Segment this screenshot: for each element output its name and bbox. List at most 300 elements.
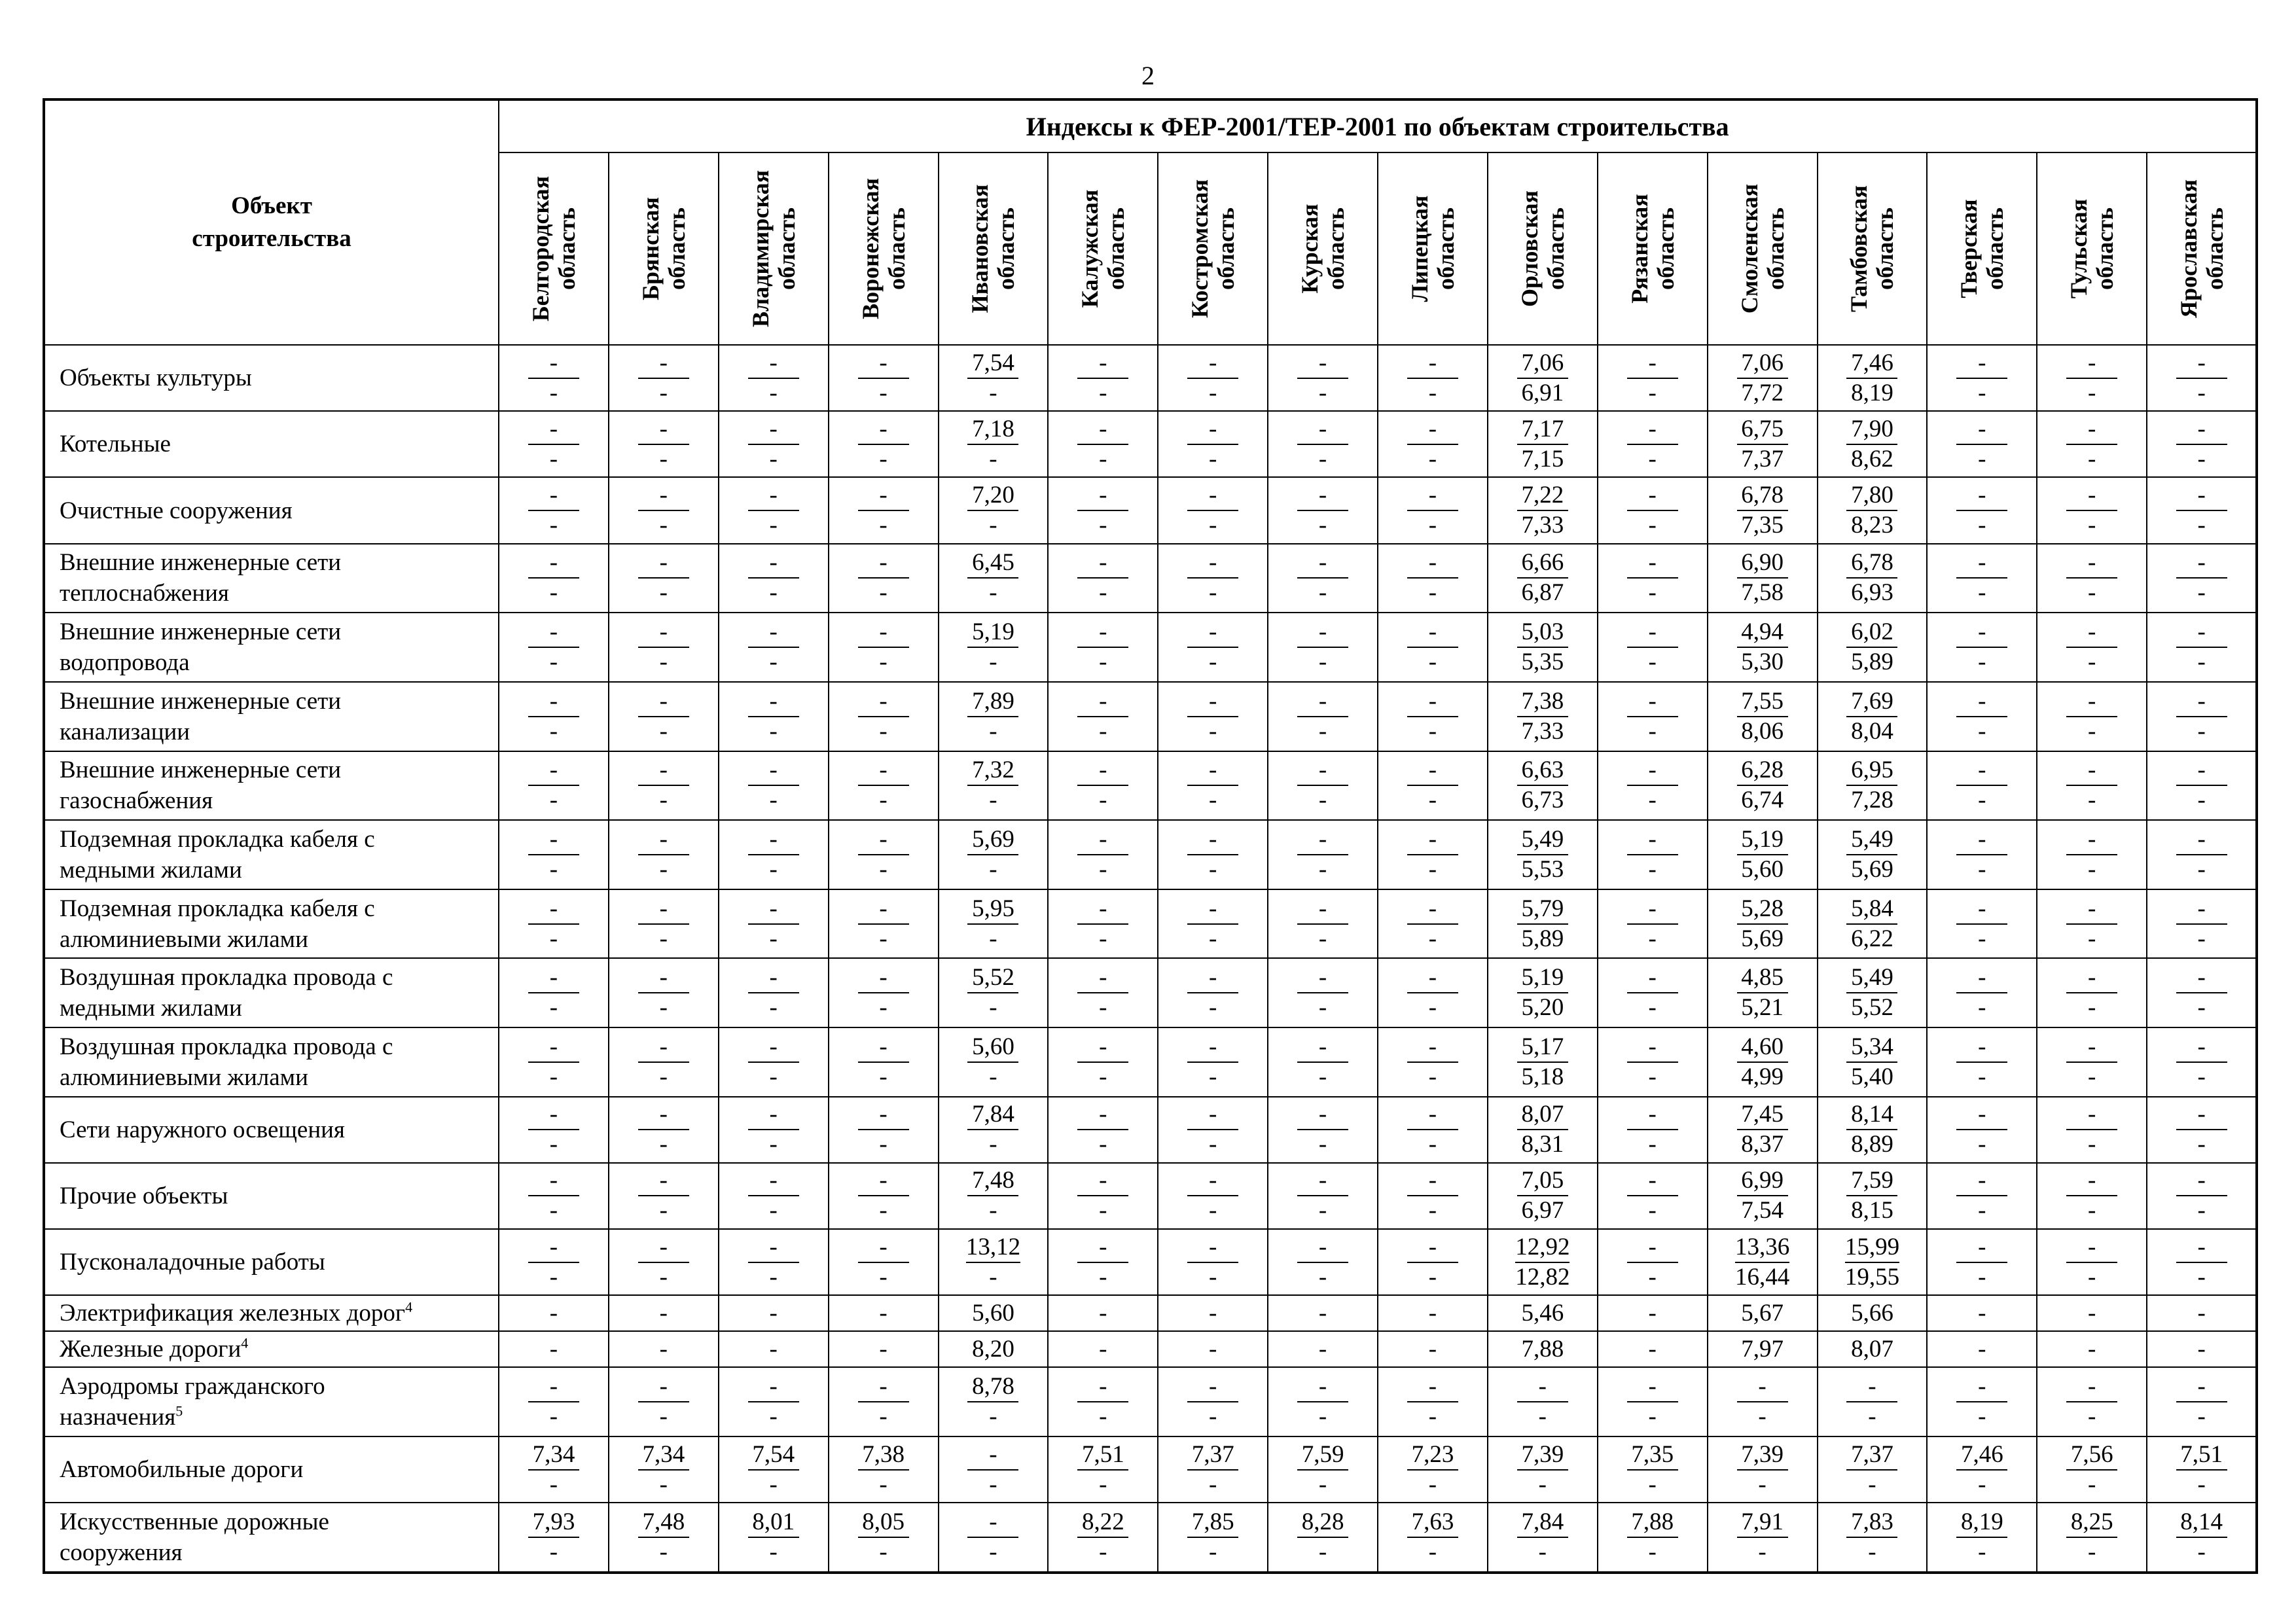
index-ter: 7,37 [1741,445,1784,473]
index-fer: - [528,548,579,579]
index-cell [1158,1229,1268,1295]
index-fer: 8,22 [1077,1508,1128,1538]
index-fer: 5,34 [1846,1033,1897,1063]
index-fer: - [1407,1233,1458,1263]
index-ter: - [1099,379,1107,406]
index-ter: - [1978,855,1986,883]
index-ter: - [1209,1471,1217,1498]
index-fer: - [1187,963,1238,993]
index-cell [2147,1503,2257,1573]
index-ter: - [549,717,558,745]
index-cell [1927,751,2037,821]
region-header-14 [1927,152,2037,345]
index-ter: - [1758,1403,1767,1431]
index-ter: - [1209,855,1217,883]
index-fer: - [1297,825,1348,855]
index-cell [1708,613,1818,682]
index-fer: 7,35 [1627,1440,1678,1471]
index-cell [1378,1436,1488,1503]
index-ter: - [1978,1403,1986,1431]
index-value: - [769,1299,778,1327]
index-ter: - [659,787,668,814]
index-fer: - [528,1166,579,1196]
index-fer: 7,80 [1846,481,1897,511]
index-cell [829,820,939,889]
index-fer: - [1627,415,1678,445]
index-fer: - [1077,687,1128,717]
index-ter: 7,15 [1521,445,1564,473]
index-fer: - [1187,481,1238,511]
index-fer: - [1077,895,1128,925]
index-cell [719,1027,829,1097]
index-cell [1488,1331,1598,1367]
index-ter: - [769,512,778,539]
index-fer: - [2066,618,2117,648]
index-cell [1598,1163,1708,1229]
index-cell [939,958,1049,1027]
index-ter: - [989,1197,997,1224]
index-fer: - [858,687,909,717]
index-fer: 7,54 [748,1440,799,1471]
index-fer: - [1407,349,1458,379]
index-cell [1158,1163,1268,1229]
index-fer: - [638,687,689,717]
index-fer: - [638,825,689,855]
index-value: - [1978,1335,1986,1363]
index-cell [1158,682,1268,751]
index-ter: 5,89 [1851,649,1893,676]
index-ter: - [2088,855,2096,883]
index-fer: - [858,618,909,648]
index-cell [829,613,939,682]
index-ter: - [1099,1063,1107,1090]
index-ter: - [2197,1403,2206,1431]
index-cell [2147,1097,2257,1163]
index-ter: - [1978,1471,1986,1498]
index-cell [1378,1097,1488,1163]
index-cell [1488,1295,1598,1331]
index-fer: - [1407,687,1458,717]
object-name: Котельные [44,411,499,477]
index-fer: - [1627,895,1678,925]
index-ter: - [1428,379,1437,406]
index-fer: 5,19 [967,618,1018,648]
index-fer: 15,99 [1845,1233,1899,1263]
index-value: - [1209,1299,1217,1327]
index-ter: - [989,579,997,607]
index-fer: 7,20 [967,481,1018,511]
index-fer: - [967,1508,1018,1538]
index-cell [1708,820,1818,889]
index-ter: - [1978,445,1986,473]
index-fer: - [2176,548,2227,579]
index-ter: 6,87 [1521,579,1564,607]
index-fer: - [528,481,579,511]
index-ter: - [1099,994,1107,1022]
index-value: - [1318,1335,1327,1363]
index-cell [1048,1331,1158,1367]
region-header-6 [1048,152,1158,345]
index-ter: - [769,787,778,814]
index-fer: 7,38 [858,1440,909,1471]
index-fer: - [1956,481,2007,511]
index-ter: - [769,1197,778,1224]
table-row [44,820,2257,889]
index-ter: 8,06 [1741,717,1784,745]
object-name: Автомобильные дороги [44,1436,499,1503]
index-ter: - [1428,855,1437,883]
index-fer: - [1407,1372,1458,1402]
index-ter: - [769,717,778,745]
index-ter: - [1318,1063,1327,1090]
index-fer: - [1956,349,2007,379]
region-header-16 [2147,152,2257,345]
index-fer: - [638,481,689,511]
region-header-3 [719,152,829,345]
index-ter: 5,21 [1741,994,1784,1022]
index-ter: - [1209,1263,1217,1291]
index-ter: - [2197,649,2206,676]
index-cell [609,1229,719,1295]
index-ter: - [989,855,997,883]
region-header-label: Ярославская область [2175,179,2228,318]
index-ter: - [659,1197,668,1224]
index-cell [1818,1295,1928,1331]
index-value: - [1428,1335,1437,1363]
index-cell [1927,477,2037,543]
index-cell [1048,345,1158,411]
index-ter: 8,15 [1851,1197,1893,1224]
index-fer: - [1297,618,1348,648]
index-ter: - [1978,1197,1986,1224]
index-cell [1158,889,1268,959]
index-ter: - [1209,579,1217,607]
index-ter: - [1868,1539,1876,1566]
index-ter: - [1648,925,1657,952]
index-ter: 8,62 [1851,445,1893,473]
index-fer: 7,46 [1956,1440,2007,1471]
index-ter: - [549,579,558,607]
index-cell [2037,1331,2147,1367]
index-ter: - [1318,717,1327,745]
index-fer: 4,60 [1737,1033,1788,1063]
index-ter: - [1978,787,1986,814]
index-ter: - [1428,445,1437,473]
index-cell [1268,345,1378,411]
index-fer: 7,84 [967,1100,1018,1130]
index-fer: - [1297,349,1348,379]
index-ter: - [1868,1471,1876,1498]
index-cell [829,1436,939,1503]
index-fer: - [1187,687,1238,717]
index-cell [499,889,609,959]
index-ter: 8,04 [1851,717,1893,745]
index-cell [609,958,719,1027]
index-ter: - [879,445,888,473]
index-cell [939,889,1049,959]
index-fer: - [1077,415,1128,445]
index-value: - [1428,1299,1437,1327]
index-value: 5,67 [1741,1299,1784,1327]
index-cell [939,1295,1049,1331]
index-fer: - [1956,825,2007,855]
index-fer: 5,69 [967,825,1018,855]
index-ter: - [1758,1539,1767,1566]
index-value: 7,97 [1741,1335,1784,1363]
index-cell [1598,1295,1708,1331]
index-fer: - [528,349,579,379]
region-header-2 [609,152,719,345]
index-fer: - [1297,548,1348,579]
index-cell [499,1367,609,1436]
index-ter: 8,19 [1851,379,1893,406]
index-fer: 7,84 [1517,1508,1568,1538]
index-fer: - [858,415,909,445]
index-cell [499,345,609,411]
index-fer: 7,91 [1737,1508,1788,1538]
index-ter: - [659,379,668,406]
index-value: - [659,1299,668,1327]
index-ter: 5,20 [1521,994,1564,1022]
index-ter: - [1648,1539,1657,1566]
index-ter: - [989,445,997,473]
index-fer: - [1407,1100,1458,1130]
index-ter: - [989,1063,997,1090]
index-cell [1158,1503,1268,1573]
index-ter: - [1758,1471,1767,1498]
index-ter: - [2088,1197,2096,1224]
index-fer: - [1077,963,1128,993]
index-cell [2037,1229,2147,1295]
page-number: 2 [1141,61,1155,90]
index-fer: - [1407,1166,1458,1196]
object-name: Железные дороги$^4$ [44,1331,499,1367]
index-ter: - [1538,1403,1547,1431]
index-cell [609,820,719,889]
index-cell [829,1367,939,1436]
region-header-9 [1378,152,1488,345]
index-fer: - [1077,825,1128,855]
index-cell [1818,613,1928,682]
index-ter: - [1648,649,1657,676]
object-name: Внешние инженерные сети водопровода [44,613,499,682]
index-ter: - [2197,994,2206,1022]
table-row [44,1295,2257,1331]
index-ter: 8,89 [1851,1131,1893,1158]
index-cell [1488,544,1598,613]
index-fer: - [1077,1166,1128,1196]
footnote-marker: 4 [405,1298,413,1315]
object-name: Искусственные дорожные сооружения [44,1503,499,1573]
index-cell [1158,1436,1268,1503]
index-cell [1927,1295,2037,1331]
index-fer: - [1627,1233,1678,1263]
index-fer: - [1187,825,1238,855]
index-fer: - [748,963,799,993]
index-value: - [1318,1299,1327,1327]
index-ter: - [1648,1403,1657,1431]
index-cell [2037,411,2147,477]
index-ter: - [1648,717,1657,745]
index-fer: 5,28 [1737,895,1788,925]
index-cell [2147,613,2257,682]
index-cell [609,1436,719,1503]
index-fer: - [638,1372,689,1402]
index-fer: 8,28 [1297,1508,1348,1538]
index-cell [1378,1503,1488,1573]
index-cell [499,1229,609,1295]
index-cell [1488,477,1598,543]
index-cell [1268,1027,1378,1097]
index-cell [2147,345,2257,411]
index-fer: - [858,1233,909,1263]
index-ter: 7,33 [1521,512,1564,539]
index-ter: - [1209,925,1217,952]
index-ter: - [659,512,668,539]
index-cell [1708,1503,1818,1573]
index-fer: 7,05 [1517,1166,1568,1196]
index-ter: - [1648,1131,1657,1158]
index-fer: 5,60 [967,1033,1018,1063]
index-cell [1598,820,1708,889]
region-header-label: Курская область [1297,204,1350,294]
index-value: 5,46 [1521,1299,1564,1327]
index-fer: 7,88 [1627,1508,1678,1538]
index-ter: - [1209,1131,1217,1158]
object-name: Прочие объекты [44,1163,499,1229]
index-cell [1048,1295,1158,1331]
index-cell [1927,1331,2037,1367]
index-fer: 8,01 [748,1508,799,1538]
index-fer: - [638,1166,689,1196]
index-cell [829,751,939,821]
index-value: - [2197,1335,2206,1363]
index-ter: 6,22 [1851,925,1893,952]
index-fer: 8,14 [1846,1100,1897,1130]
index-cell [499,1097,609,1163]
index-cell [2147,1367,2257,1436]
index-ter: - [1099,855,1107,883]
index-fer: - [1297,481,1348,511]
index-cell [2037,1503,2147,1573]
region-header-11 [1598,152,1708,345]
object-name: Внешние инженерные сети газоснабжения [44,751,499,821]
index-fer: - [1077,548,1128,579]
index-fer: - [2066,1100,2117,1130]
index-value: - [549,1299,558,1327]
index-fer: - [1407,756,1458,786]
index-cell [2037,613,2147,682]
index-cell [2037,889,2147,959]
index-value: - [2088,1299,2096,1327]
index-fer: - [1627,618,1678,648]
index-ter: - [769,1063,778,1090]
index-ter: - [2088,1263,2096,1291]
index-cell [1158,477,1268,543]
index-fer: - [2176,1033,2227,1063]
index-cell [1378,682,1488,751]
index-cell [609,345,719,411]
index-cell [1488,411,1598,477]
index-ter: 6,73 [1521,787,1564,814]
index-cell [1268,958,1378,1027]
index-cell [1378,411,1488,477]
index-cell [719,613,829,682]
object-name: Пусконаладочные работы [44,1229,499,1295]
index-fer: - [748,548,799,579]
index-fer: - [1297,756,1348,786]
index-ter: - [2088,649,2096,676]
index-fer: - [1297,1233,1348,1263]
index-fer: - [528,963,579,993]
region-header-label: Брянская область [637,197,690,300]
region-header-12 [1708,152,1818,345]
index-cell [1048,1097,1158,1163]
index-fer: 4,94 [1737,618,1788,648]
index-fer: 6,90 [1737,548,1788,579]
index-cell [609,1163,719,1229]
index-cell [1268,1503,1378,1573]
table-row [44,1503,2257,1573]
index-fer: - [2176,1233,2227,1263]
index-fer: - [1187,415,1238,445]
index-cell [939,1097,1049,1163]
index-cell [1708,1229,1818,1295]
index-cell [1818,544,1928,613]
index-fer: - [2066,415,2117,445]
index-ter: - [879,1063,888,1090]
index-ter: - [549,445,558,473]
index-cell [1268,477,1378,543]
object-name: Аэродромы гражданского назначения$^5$ [44,1367,499,1436]
region-header-1 [499,152,609,345]
object-name: Воздушная прокладка провода с алюминиевыми жилами [44,1027,499,1097]
index-value: - [1099,1299,1107,1327]
index-cell [1818,889,1928,959]
index-fer: - [638,349,689,379]
index-cell [2147,889,2257,959]
index-cell [939,345,1049,411]
index-fer: 7,06 [1517,349,1568,379]
index-ter: - [1318,512,1327,539]
index-fer: - [2066,963,2117,993]
index-ter: - [1648,1197,1657,1224]
object-name: Воздушная прокладка провода с медными жилами [44,958,499,1027]
index-cell [939,613,1049,682]
header-row-group [44,99,2257,152]
index-cell [2037,1163,2147,1229]
index-cell [1378,1367,1488,1436]
index-cell [1268,613,1378,682]
region-header-label: Рязанская область [1626,194,1679,304]
index-cell [1048,1367,1158,1436]
index-ter: - [659,855,668,883]
index-fer: - [2066,1033,2117,1063]
index-fer: 7,18 [967,415,1018,445]
index-cell [1268,1229,1378,1295]
index-ter: 5,18 [1521,1063,1564,1090]
index-cell [939,477,1049,543]
index-cell [2147,1229,2257,1295]
index-cell [939,820,1049,889]
index-ter: - [549,1063,558,1090]
index-ter: - [2197,1263,2206,1291]
index-ter: - [659,1131,668,1158]
index-ter: - [1978,925,1986,952]
index-cell [1598,477,1708,543]
index-ter: 8,23 [1851,512,1893,539]
index-cell [939,411,1049,477]
